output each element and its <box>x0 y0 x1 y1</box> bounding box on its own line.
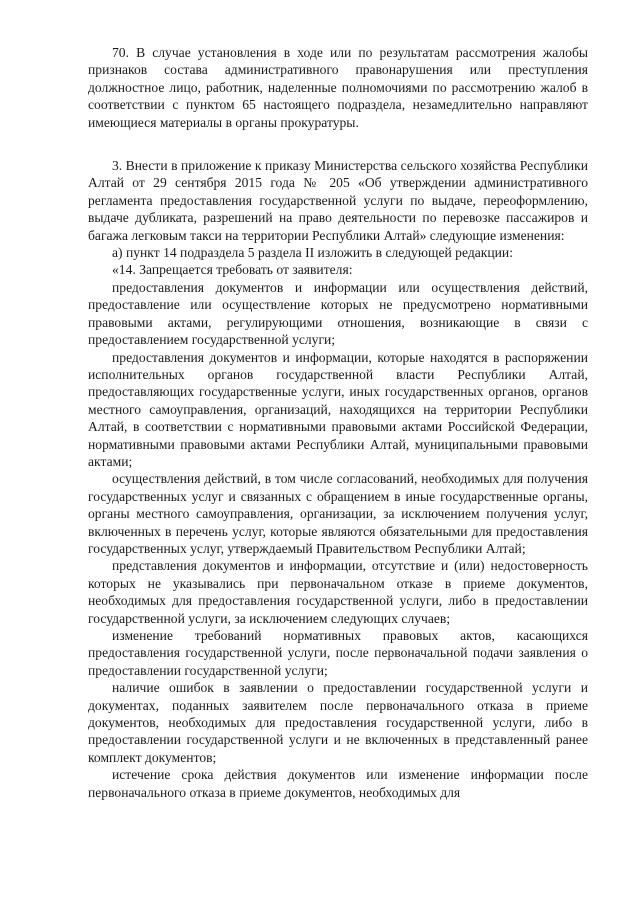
paragraph-70: 70. В случае установления в ходе или по результатам рассмотрения жалобы признаков состава административного правонарушения или преступления должностное лицо, работник, наделенные полномочиями по рассмотрению жалоб в соответствии с пунктом 65 настоящего подраздела, незамедлительно направляют имеющиеся материалы в органы прокуратуры. <box>88 45 588 130</box>
paragraph-exception-1: изменение требований нормативных правовых актов, касающихся предоставления государственной услуги, после первоначальной подачи заявления о предоставлении государственной услуги; <box>88 628 588 678</box>
paragraph-requirement-2: предоставления документов и информации, которые находятся в распоряжении исполнительных органов государственной власти Республики Алтай, предоставляющих государственные услуги, иных государственных органов, органов местного самоуправления, организаций, находящихся на территории Республики Алтай, в соответствии с нормативными правовыми актами Российской Федерации, нормативными правовыми актами Республики Алтай, муниципальными правовыми актами; <box>88 349 588 469</box>
paragraph-requirement-1: предоставления документов и информации или осуществления действий, предоставление или осуществление которых не предусмотрено нормативными правовыми актами, регулирующими отношения, возникающие в связи с предоставлением государственной услуги; <box>88 279 588 348</box>
document-page <box>88 44 588 801</box>
paragraph-exception-2: наличие ошибок в заявлении о предоставлении государственной услуги и документах, поданных заявителем после первоначального отказа в приеме документов, необходимых для предоставления государственной услуги, либо в предоставлении государственной услуги и не включенных в представленный ранее комплект документов; <box>88 680 588 765</box>
paragraph-requirement-3: осуществления действий, в том числе согласований, необходимых для получения государственных услуг и связанных с обращением в иные государственные органы, органы местного самоуправления, организации, за исключением получения услуг, включенных в перечень услуг, которые являются обязательными для предоставления государственных услуг, утверждаемый Правительством Республики Алтай; <box>88 471 588 556</box>
paragraph-exception-3: истечение срока действия документов или изменение информации после первоначального отказа в приеме документов, необходимых для <box>88 767 588 800</box>
paragraph-requirement-4: представления документов и информации, отсутствие и (или) недостоверность которых не указывались при первоначальном отказе в приеме документов, необходимых для предоставления государственной услуги, либо в предоставлении государственной услуги, за исключением следующих случаев; <box>88 558 588 626</box>
paragraph-14-heading: «14. Запрещается требовать от заявителя: <box>112 262 353 278</box>
paragraph-item-3: 3. Внести в приложение к приказу Министерства сельского хозяйства Республики Алтай от 29 сентября 2015 года № 205 «Об утверждении административного регламента предоставления государственной услуги по выдаче, переоформлению, выдаче дубликата, разрешений на право деятельности по перевозке пассажиров и багажа легковым такси на территории Республики Алтай» следующие изменения: <box>88 158 588 243</box>
paragraph-subitem-a: а) пункт 14 подраздела 5 раздела II изложить в следующей редакции: <box>112 245 513 261</box>
